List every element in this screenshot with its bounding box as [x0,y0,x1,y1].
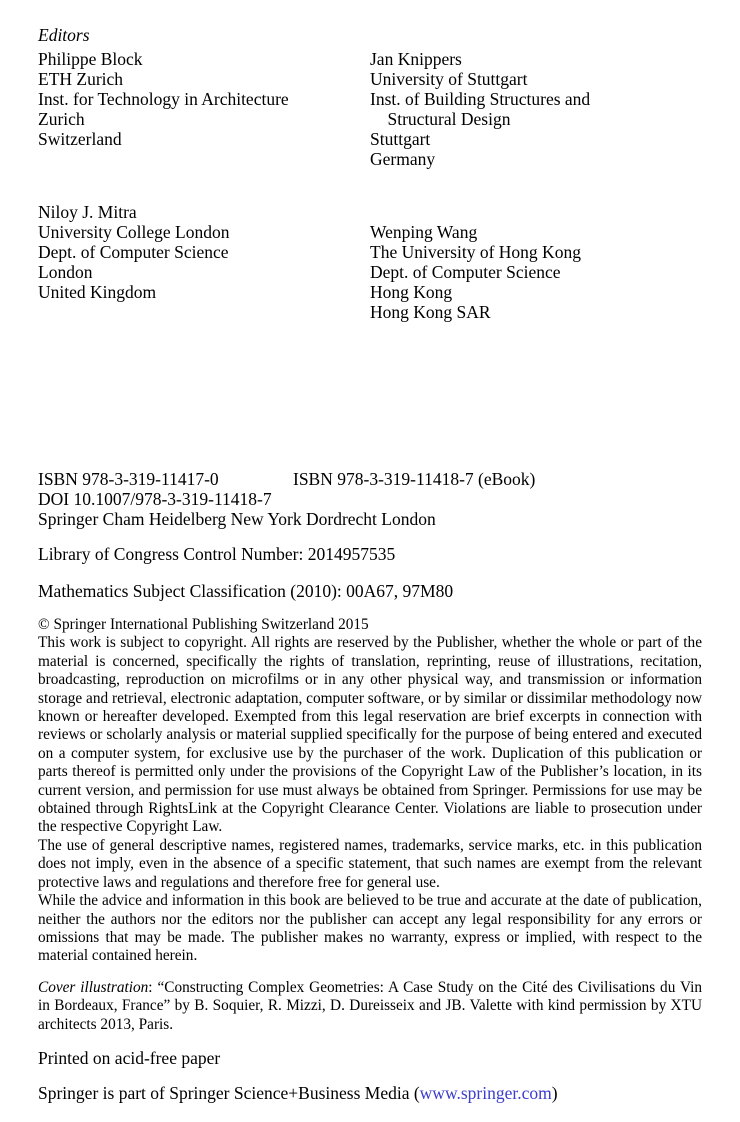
cover-illustration-note [38,979,702,1034]
editor-line: United Kingdom [38,282,157,302]
legal-block [38,616,702,966]
editor-line: Inst. of Building Structures and [370,89,591,109]
editor-line: Dept. of Computer Science [370,262,561,282]
legal-paragraph: While the advice and information in this book are believed to be true and accurate at the date of publication, neither the authors nor the editors nor the publisher can accept any legal responsibility for any errors or omissions that may be made. The publisher makes no warranty, express or implied, with respect to the material contained herein. [38,892,702,965]
editor-line: Zurich [38,109,85,129]
editor-column [370,202,702,322]
editor-line: Switzerland [38,129,122,149]
isbn-ebook: ISBN 978-3-319-11418-7 (eBook) [293,469,536,489]
isbn-line [38,469,702,489]
springer-media-text-suffix: ) [551,1082,558,1103]
editor-line: London [38,262,93,282]
editor-line: Hong Kong SAR [370,302,491,322]
editor-column [38,202,370,322]
editor-line: Jan Knippers [370,49,462,69]
editor-line: Stuttgart [370,129,431,149]
doi-line: DOI 10.1007/978-3-319-11418-7 [38,489,272,509]
editor-line: Germany [370,149,436,169]
editor-line: University of Stuttgart [370,69,528,89]
editor-block [38,49,702,169]
editor-blocks [38,49,702,322]
editor-line: Dept. of Computer Science [38,242,229,262]
printed-on-acid-free-paper-note: Printed on acid-free paper [38,1047,221,1068]
lccn-line: Library of Congress Control Number: 2014957535 [38,544,396,564]
editor-block [38,202,702,322]
editor-line: The University of Hong Kong [370,242,581,262]
isbn-block [38,469,702,529]
legal-paragraph: This work is subject to copyright. All rights are reserved by the Publisher, whether the whole or part of the material is concerned, specifically the rights of translation, reprinting, reuse of illustrations, recitation, broadcasting, reproduction on microfilms or in any other physical way, and transmission or information storage and retrieval, electronic adaptation, computer software, or by similar or dissimilar methodology now known or hereafter developed. Exempted from this legal reservation are brief excerpts in connection with reviews or scholarly analysis or material supplied specifically for the purpose of being entered and executed on a computer system, for exclusive use by the purchaser of the work. Duplication of this publication or parts thereof is permitted only under the provisions of the Copyright Law of the Publisher’s location, in its current version, and permission for use must always be obtained from Springer. Permissions for use may be obtained through RightsLink at the Copyright Clearance Center. Violations are liable to prosecution under the respective Copyright Law. [38,634,702,836]
editor-line: Niloy J. Mitra [38,202,137,222]
msc-line: Mathematics Subject Classification (2010): 00A67, 97M80 [38,581,454,601]
legal-paragraph: The use of general descriptive names, registered names, trademarks, service marks, etc. in this publication does not imply, even in the absence of a specific statement, that such names are exempt from the relevant protective laws and regulations and therefore free for general use. [38,836,702,891]
editor-line [370,202,702,222]
editor-line: Hong Kong [370,282,453,302]
cover-illustration-label: Cover illustration [38,978,149,996]
editor-line: University College London [38,222,230,242]
copyright-line: © Springer International Publishing Switzerland 2015 [38,616,369,633]
editor-line: Wenping Wang [370,222,478,242]
editors-heading: Editors [38,25,90,45]
publisher-cities-line: Springer Cham Heidelberg New York Dordrecht London [38,509,436,529]
legal-paragraphs [38,634,702,965]
editor-line: Philippe Block [38,49,143,69]
editor-column [38,49,370,169]
cover-illustration-text: : “Constructing Complex Geometries: A Case Study on the Cité des Civilisations du Vin in Bordeaux, France” by B. Soquier, R. Mizzi, D. Dureisseix and JB. Valette with kind permission by XTU architects 2013, Paris. [38,978,702,1033]
editor-line: Inst. for Technology in Architecture [38,89,289,109]
editor-column [370,49,702,169]
editor-line: ETH Zurich [38,69,124,89]
editor-line: Structural Design [370,109,511,129]
springer-website-link[interactable]: www.springer.com [419,1082,552,1103]
isbn-print: ISBN 978-3-319-11417-0 [38,469,219,489]
springer-media-text: Springer is part of Springer Science+Business Media ( [38,1082,420,1103]
springer-media-line [38,1083,702,1103]
